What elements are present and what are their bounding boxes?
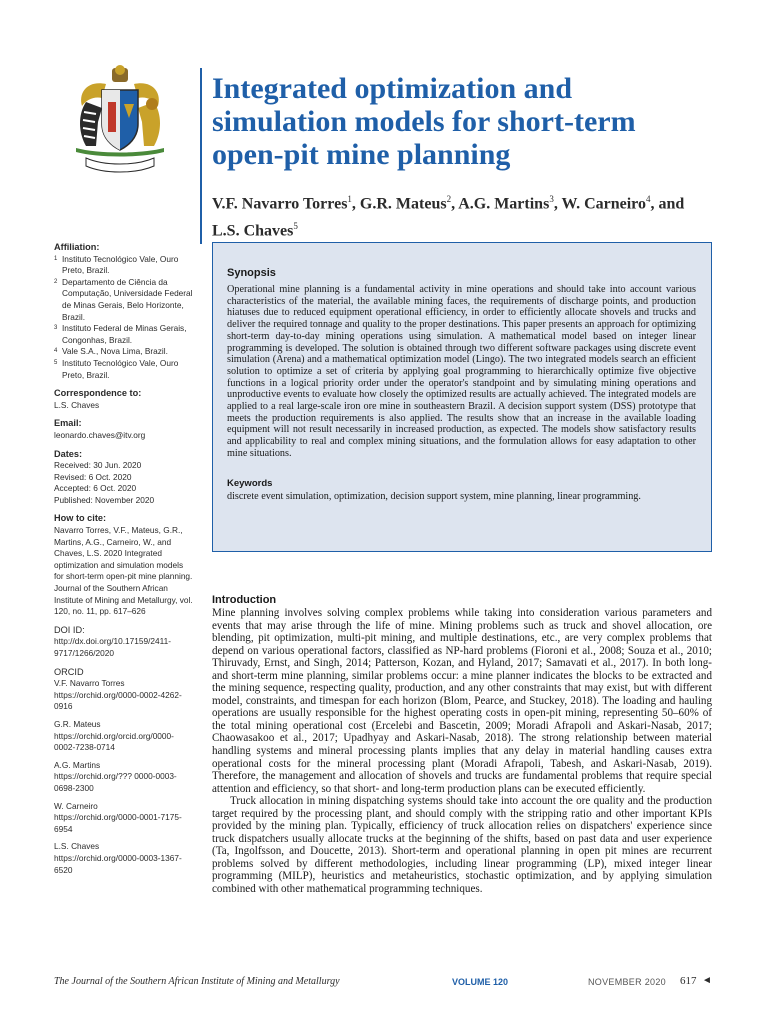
footer-issue-month: NOVEMBER 2020 [588, 977, 666, 987]
date-accepted: Accepted: 6 Oct. 2020 [54, 483, 137, 494]
orcid-heading: ORCID [54, 666, 84, 677]
affiliation-number: 3 [54, 325, 58, 332]
article-info-sidebar [54, 242, 194, 876]
date-published: Published: November 2020 [54, 494, 155, 505]
correspondence-name: L.S. Chaves [54, 399, 100, 410]
doi-heading: DOI ID: [54, 624, 85, 635]
affiliation-heading: Affiliation: [54, 242, 100, 252]
orcid-link[interactable]: https://orchid.org/0000-0003-1367-6520 [54, 852, 182, 875]
affiliation-text: Departamento de Ciência da Computação, Universidade Federal de Minas Gerais, Belo Horizonte, Brazil. [62, 276, 193, 322]
page-arrow-icon: ◄ [702, 975, 712, 986]
email-link[interactable]: leonardo.chaves@itv.org [54, 429, 146, 440]
orcid-link[interactable]: https://orchid.org/orcid.org/0000-0002-7238-0714 [54, 730, 174, 753]
orcid-link[interactable]: https://orchid.org/0000-0001-7175-6954 [54, 812, 182, 834]
citation-text: Navarro Torres, V.F., Mateus, G.R., Martins, A.G., Carneiro, W., and Chaves, L.S. 2020 Integrated optimization and simulation models for short-term open-pit mine planning. Journal of the Southern African Institute of Mining and Metallurgy, vol. 120, no. 11, pp. 617–626 [54, 525, 193, 617]
paper-title: Integrated optimization and simulation models for short-term open-pit mine planning [212, 72, 636, 171]
affiliation-number: 2 [54, 278, 58, 285]
author-name: L.S. Chaves [212, 222, 294, 240]
keywords-heading: Keywords [227, 477, 273, 489]
orcid-author-name: G.R. Mateus [54, 718, 101, 729]
affiliation-text: Vale S.A., Nova Lima, Brazil. [62, 346, 168, 357]
affiliation-item [54, 346, 194, 358]
title-accent-rule [200, 68, 202, 244]
affiliation-number: 4 [54, 348, 58, 355]
author-affiliation-number: 1 [347, 194, 352, 204]
author-name: G.R. Mateus [359, 195, 447, 213]
orcid-author-name: A.G. Martins [54, 759, 101, 770]
orcid-author-name: L.S. Chaves [54, 841, 100, 852]
author-affiliation-number: 3 [549, 194, 554, 204]
email-heading: Email: [54, 418, 82, 429]
orcid-link[interactable]: https://orchid.org/??? 0000-0003-0698-2300 [54, 771, 177, 793]
affiliation-text: Instituto Tecnológico Vale, Ouro Preto, Brazil. [62, 253, 179, 276]
affiliation-number: 1 [54, 255, 58, 262]
date-received: Received: 30 Jun. 2020 [54, 460, 142, 471]
affiliation-text: Instituto Tecnológico Vale, Ouro Preto, Brazil. [62, 357, 179, 380]
affiliation-item [54, 358, 194, 381]
synopsis-box [212, 242, 712, 552]
institute-crest-logo [68, 62, 172, 174]
date-revised: Revised: 6 Oct. 2020 [54, 471, 132, 482]
doi-link[interactable]: http://dx.doi.org/10.17159/2411-9717/1266/2020 [54, 636, 172, 658]
orcid-author-name: W. Carneiro [54, 800, 98, 811]
author-affiliation-number: 4 [645, 194, 651, 204]
affiliation-item [54, 277, 194, 323]
author-name: W. Carneiro [561, 195, 646, 213]
affiliation-text: Instituto Federal de Minas Gerais, Congonhas, Brazil. [62, 323, 187, 345]
author-name: V.F. Navarro Torres [212, 195, 348, 213]
author-name: A.G. Martins [458, 195, 550, 213]
author-list: V.F. Navarro Torres$^1$, G.R. Mateus$^2$, A.G. Martins$^3$, W. Carneiro$^4$, and L.S. Chaves$^5$ [212, 194, 685, 240]
keywords-text: discrete event simulation, optimization, decision support system, mine planning, linear programming. [227, 490, 641, 502]
orcid-author-name: V.F. Navarro Torres [54, 678, 125, 689]
page-number: 617 [680, 975, 697, 987]
footer-journal-name: The Journal of the Southern African Institute of Mining and Metallurgy [54, 976, 340, 987]
introduction-paragraph: Mine planning involves solving complex problems while taking into consideration various parameters and events that may arise through the life of mine. Mining problems such as truck and shovel allocation, ore blending, pit optimization, multi-pit mining, and multiple destinations, etc., are very complex problems that depend on various operational factors, classified as NP-hard problems (Fioroni et al., 2008; Souza et al., 2010; Thiruvady, Ernst, and Singh, 2014; Patterson, Kozan, and Hyland, 2017; Samavati et al., 2017). In both long- and short-term mine planning, similar problems occur: a mine planner indicates the blocks to be extracted and the mining sequence, respecting quality, production, and any other constraints that may exist, but with different model, constraints, and timespan for each horizon (Blom, Pearce, and Stuckey, 2018). The loading and hauling operations are usually responsible for the highest operating costs in open-pit mining, representing 50–60% of the total mining operational cost (Ercelebi and Bascetin, 2009; Moradi Afrapoli and Askari-Nasab, 2017; Chaowasakoo et al., 2017; Upadhyay and Askari-Nasab, 2018). The strong relationship between material handling systems and mineral processing plants implies that any delay in material handling causes extra operational costs for the mineral processing plant (Moradi Afrapoli, Tabesh, and Askari-Nasab, 2019). Therefore, the management and allocation of shovels and trucks are fundamental problems that require special attention and efficiency, so that short- and long-term production plans can be executed efficiently. [212, 607, 712, 795]
affiliation-item [54, 323, 194, 346]
correspondence-heading: Correspondence to: [54, 388, 142, 399]
introduction-heading: Introduction [212, 594, 277, 606]
introduction-paragraph: Truck allocation in mining dispatching systems should take into account the ore quality and the production target required by the processing plant, and should comply with the stripping ratio and other important KPIs provided by the mining plan. Typically, efficiency of truck allocation relies on dispatchers' experience since truck dispatchers usually allocate trucks at the beginning of the shifts, based on past data and user experience (Ta, Ingolfsson, and Doucette, 2013). Short-term and operational planning in open pit mines are recurrent problems solved by different methodologies, including linear programming (LP), mixed integer linear programming (MILP), heuristics and metaheuristics, stochastic optimization, and by applying simulation combined with other mathematical programming techniques. [212, 795, 712, 896]
affiliation-number: 5 [54, 359, 58, 366]
author-affiliation-number: 2 [446, 194, 452, 204]
synopsis-heading: Synopsis [227, 267, 276, 279]
cite-heading: How to cite: [54, 513, 107, 524]
introduction-body [212, 607, 712, 896]
author-affiliation-number: 5 [293, 221, 298, 232]
synopsis-text: Operational mine planning is a fundamental activity in mine operations and should take into account various characteristics of the material, the available mining faces, the requirements of discharge points, and production hiatuses due to reduced equipment operational efficiency, in order to efficiently allocate shovels and trucks and deliver the required tonnage and quality to the proper destinations. This paper presents an approach for optimizing short-term day-to-day mining operations using simulation. A mathematical model based on integer linear programming is developed. The solution is obtained through two different software packages using discrete event simulation (Arena) and a mathematical optimization model (Lingo). The two integrated models search an efficient solution to optimize a set of criteria by applying goal programming to hierarchically optimize five objective functions in a logical priority order under the operator's standpoint and by simulating mining operations and unproductive events to evaluate how closely the optimized results are actually achieved. The integrated models are applied to a real large-scale iron ore mine in southeastern Brazil. A decision support system (DSS) prototype that meets the production requirements is also applied. The results show that an increase in the available loading equipment will not result necessarily in increased production, as expected. The models show satisfactory results and applicability to real and complex mining situations, and the formulation allows for easy adaptation to other mine situations. [227, 284, 696, 459]
dates-heading: Dates: [54, 448, 83, 459]
affiliation-item [54, 254, 194, 277]
orcid-link[interactable]: https://orchid.org/0000-0002-4262-0916 [54, 689, 182, 712]
footer-volume: VOLUME 120 [452, 977, 509, 987]
